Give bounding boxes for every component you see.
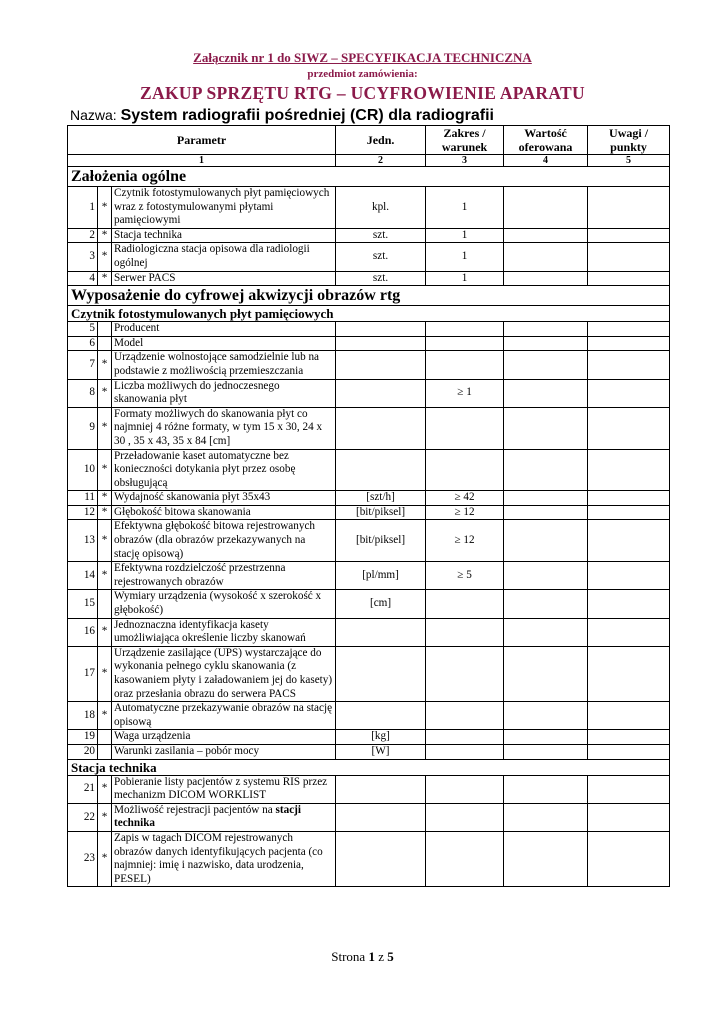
section-row [68,167,670,187]
offered-value-cell[interactable] [504,491,588,506]
range-cell: ≥ 5 [426,562,504,590]
parameter-text: Urządzenie wolnostojące samodzielnie lub na podstawie z możliwością przemieszczania [112,351,336,379]
remarks-cell[interactable] [588,803,670,831]
column-header-parametr: Parametr [68,126,336,155]
offered-value-cell[interactable] [504,379,588,407]
annex-title: Załącznik nr 1 do SIWZ – SPECYFIKACJA TECHNICZNA [193,50,532,65]
section-row [68,286,670,306]
table-row [68,336,670,351]
column-number: 5 [588,155,670,167]
row-number: 13 [68,520,98,562]
parameter-text: Liczba możliwych do jednoczesnego skanowania płyt [112,379,336,407]
offered-value-cell[interactable] [504,831,588,886]
offered-value-cell[interactable] [504,562,588,590]
row-number: 3 [68,243,98,271]
parameter-text [112,803,336,831]
table-row [68,449,670,491]
remarks-cell[interactable] [588,590,670,618]
offered-value-cell[interactable] [504,449,588,491]
range-cell [426,831,504,886]
footer-mid: z [374,949,388,964]
offered-value-cell[interactable] [504,803,588,831]
parameter-text: Pobieranie listy pacjentów z systemu RIS przez mechanizm DICOM WORKLIST [112,775,336,803]
parameter-text: Stacja technika [112,228,336,243]
row-number: 19 [68,730,98,745]
unit-cell: szt. [336,243,426,271]
offered-value-cell[interactable] [504,322,588,337]
name-value: System radiografii pośredniej (CR) dla radiografii [120,107,494,124]
remarks-cell[interactable] [588,271,670,286]
parameter-text: Model [112,336,336,351]
document-title: ZAKUP SPRZĘTU RTG – UCYFROWIENIE APARATU [140,83,585,103]
range-cell: ≥ 12 [426,520,504,562]
offered-value-cell[interactable] [504,520,588,562]
table-row [68,351,670,379]
row-number: 17 [68,646,98,701]
range-cell: ≥ 12 [426,505,504,520]
unit-cell: [kg] [336,730,426,745]
unit-cell [336,407,426,449]
remarks-cell[interactable] [588,562,670,590]
row-number: 2 [68,228,98,243]
offered-value-cell[interactable] [504,243,588,271]
unit-cell [336,646,426,701]
subsection-row [68,759,670,775]
parameter-text: Wymiary urządzenia (wysokość x szerokość x głębokość) [112,590,336,618]
offered-value-cell[interactable] [504,730,588,745]
table-row [68,775,670,803]
remarks-cell[interactable] [588,228,670,243]
remarks-cell[interactable] [588,243,670,271]
range-cell: 1 [426,243,504,271]
offered-value-cell[interactable] [504,271,588,286]
row-number: 20 [68,744,98,759]
unit-cell [336,351,426,379]
remarks-cell[interactable] [588,322,670,337]
range-cell [426,702,504,730]
range-cell [426,351,504,379]
required-mark: * [98,520,112,562]
remarks-cell[interactable] [588,491,670,506]
required-mark: * [98,702,112,730]
range-cell [426,803,504,831]
section-heading: Założenia ogólne [68,167,670,187]
table-header-row [68,126,670,155]
range-cell [426,590,504,618]
parameter-text: Radiologiczna stacja opisowa dla radiologii ogólnej [112,243,336,271]
subsection-heading: Stacja technika [68,759,670,775]
unit-cell [336,702,426,730]
unit-cell [336,831,426,886]
parameter-text-part: Możliwość rejestracji pacjentów na [114,803,276,816]
range-cell [426,336,504,351]
row-number: 11 [68,491,98,506]
range-cell [426,646,504,701]
column-header-jedn: Jedn. [336,126,426,155]
required-mark: * [98,449,112,491]
remarks-cell[interactable] [588,618,670,646]
range-cell [426,744,504,759]
table-row [68,187,670,229]
unit-cell: szt. [336,271,426,286]
table-row [68,562,670,590]
table-row [68,379,670,407]
offered-value-cell[interactable] [504,505,588,520]
range-cell [426,730,504,745]
remarks-cell[interactable] [588,702,670,730]
required-mark: * [98,618,112,646]
row-number: 15 [68,590,98,618]
row-number: 8 [68,379,98,407]
row-number: 23 [68,831,98,886]
table-row [68,491,670,506]
row-number: 22 [68,803,98,831]
row-number: 4 [68,271,98,286]
unit-cell: szt. [336,228,426,243]
table-row [68,646,670,701]
remarks-cell[interactable] [588,407,670,449]
parameter-text: Formaty możliwych do skanowania płyt co najmniej 4 różne formaty, w tym 15 x 30, 24 x 30 , 35 x 43, 35 x 84 [cm] [112,407,336,449]
row-number: 7 [68,351,98,379]
required-mark: * [98,243,112,271]
required-mark [98,744,112,759]
parameter-text: Warunki zasilania – pobór mocy [112,744,336,759]
parameter-text: Przeładowanie kaset automatyczne bez konieczności dotykania płyt przez osobę obsługującą [112,449,336,491]
name-line [70,107,494,125]
table-row [68,322,670,337]
row-number: 6 [68,336,98,351]
parameter-text: Serwer PACS [112,271,336,286]
required-mark: * [98,491,112,506]
specification-table [67,125,670,887]
range-cell [426,449,504,491]
parameter-text-emphasis: stacji technika [114,803,302,830]
table-row [68,243,670,271]
remarks-cell[interactable] [588,775,670,803]
offered-value-cell[interactable] [504,744,588,759]
required-mark: * [98,646,112,701]
remarks-cell[interactable] [588,379,670,407]
column-number: 3 [426,155,504,167]
required-mark: * [98,407,112,449]
range-cell: ≥ 42 [426,491,504,506]
remarks-cell[interactable] [588,730,670,745]
footer-page-number: 1 [368,949,375,964]
offered-value-cell[interactable] [504,618,588,646]
row-number: 16 [68,618,98,646]
column-number-row [68,155,670,167]
remarks-cell[interactable] [588,505,670,520]
column-number: 2 [336,155,426,167]
required-mark: * [98,803,112,831]
unit-cell [336,803,426,831]
table-row [68,228,670,243]
unit-cell: [pl/mm] [336,562,426,590]
column-header-uwagi: Uwagi / punkty [588,126,670,155]
range-cell [426,775,504,803]
parameter-text: Zapis w tagach DICOM rejestrowanych obrazów danych identyfikujących pacjenta (co najmniej: imię i nazwisko, data urodzenia, PESEL) [112,831,336,886]
parameter-text: Jednoznaczna identyfikacja kasety umożliwiająca określenie liczby skanowań [112,618,336,646]
row-number: 5 [68,322,98,337]
parameter-text: Czytnik fotostymulowanych płyt pamięciowych wraz z fotostymulowanymi płytami pamięciowymi [112,187,336,229]
unit-cell: [W] [336,744,426,759]
offered-value-cell[interactable] [504,407,588,449]
remarks-cell[interactable] [588,520,670,562]
required-mark [98,590,112,618]
remarks-cell[interactable] [588,336,670,351]
required-mark: * [98,831,112,886]
required-mark [98,336,112,351]
row-number: 14 [68,562,98,590]
parameter-text: Efektywna rozdzielczość przestrzenna rejestrowanych obrazów [112,562,336,590]
required-mark: * [98,351,112,379]
remarks-cell[interactable] [588,449,670,491]
unit-cell: [bit/piksel] [336,520,426,562]
unit-cell [336,449,426,491]
column-header-zakres: Zakres / warunek [426,126,504,155]
remarks-cell[interactable] [588,187,670,229]
row-number: 9 [68,407,98,449]
offered-value-cell[interactable] [504,646,588,701]
page-footer [0,949,725,965]
range-cell [426,618,504,646]
table-row [68,407,670,449]
section-heading: Wyposażenie do cyfrowej akwizycji obrazów rtg [68,286,670,306]
table-row [68,730,670,745]
range-cell [426,407,504,449]
range-cell: 1 [426,187,504,229]
row-number: 10 [68,449,98,491]
parameter-text: Efektywna głębokość bitowa rejestrowanych obrazów (dla obrazów przekazywanych na stację opisową) [112,520,336,562]
required-mark: * [98,505,112,520]
row-number: 12 [68,505,98,520]
table-row [68,505,670,520]
required-mark: * [98,775,112,803]
remarks-cell[interactable] [588,351,670,379]
column-header-wartosc: Wartość oferowana [504,126,588,155]
offered-value-cell[interactable] [504,228,588,243]
unit-cell: [szt/h] [336,491,426,506]
unit-cell [336,379,426,407]
row-number: 1 [68,187,98,229]
footer-prefix: Strona [331,949,369,964]
required-mark: * [98,187,112,229]
parameter-text: Głębokość bitowa skanowania [112,505,336,520]
table-row [68,744,670,759]
row-number: 21 [68,775,98,803]
offered-value-cell[interactable] [504,590,588,618]
parameter-text: Producent [112,322,336,337]
unit-cell [336,618,426,646]
parameter-text: Urządzenie zasilające (UPS) wystarczające do wykonania pełnego cyklu skanowania (z kasowaniem płyty i załadowaniem jej do kasety) oraz przesłania obrazu do serwera PACS [112,646,336,701]
required-mark: * [98,562,112,590]
required-mark [98,730,112,745]
subsection-heading: Czytnik fotostymulowanych płyt pamięciowych [68,306,670,322]
unit-cell [336,775,426,803]
footer-total-pages: 5 [387,949,394,964]
offered-value-cell[interactable] [504,775,588,803]
table-row [68,831,670,886]
subsection-row [68,306,670,322]
range-cell: ≥ 1 [426,379,504,407]
table-row [68,803,670,831]
remarks-cell[interactable] [588,744,670,759]
table-row [68,520,670,562]
required-mark: * [98,228,112,243]
remarks-cell[interactable] [588,646,670,701]
unit-cell [336,336,426,351]
range-cell: 1 [426,228,504,243]
unit-cell: [cm] [336,590,426,618]
unit-cell: [bit/piksel] [336,505,426,520]
parameter-text: Automatyczne przekazywanie obrazów na stację opisową [112,702,336,730]
range-cell [426,322,504,337]
unit-cell: kpl. [336,187,426,229]
parameter-text: Waga urządzenia [112,730,336,745]
table-row [68,702,670,730]
table-row [68,618,670,646]
row-number: 18 [68,702,98,730]
offered-value-cell[interactable] [504,336,588,351]
unit-cell [336,322,426,337]
name-label: Nazwa: [70,107,121,123]
offered-value-cell[interactable] [504,351,588,379]
table-row [68,590,670,618]
range-cell: 1 [426,271,504,286]
offered-value-cell[interactable] [504,702,588,730]
column-number: 4 [504,155,588,167]
subject-label: przedmiot zamówienia: [307,68,418,80]
remarks-cell[interactable] [588,831,670,886]
required-mark: * [98,379,112,407]
required-mark: * [98,271,112,286]
required-mark [98,322,112,337]
offered-value-cell[interactable] [504,187,588,229]
table-row [68,271,670,286]
column-number: 1 [68,155,336,167]
parameter-text: Wydajność skanowania płyt 35x43 [112,491,336,506]
